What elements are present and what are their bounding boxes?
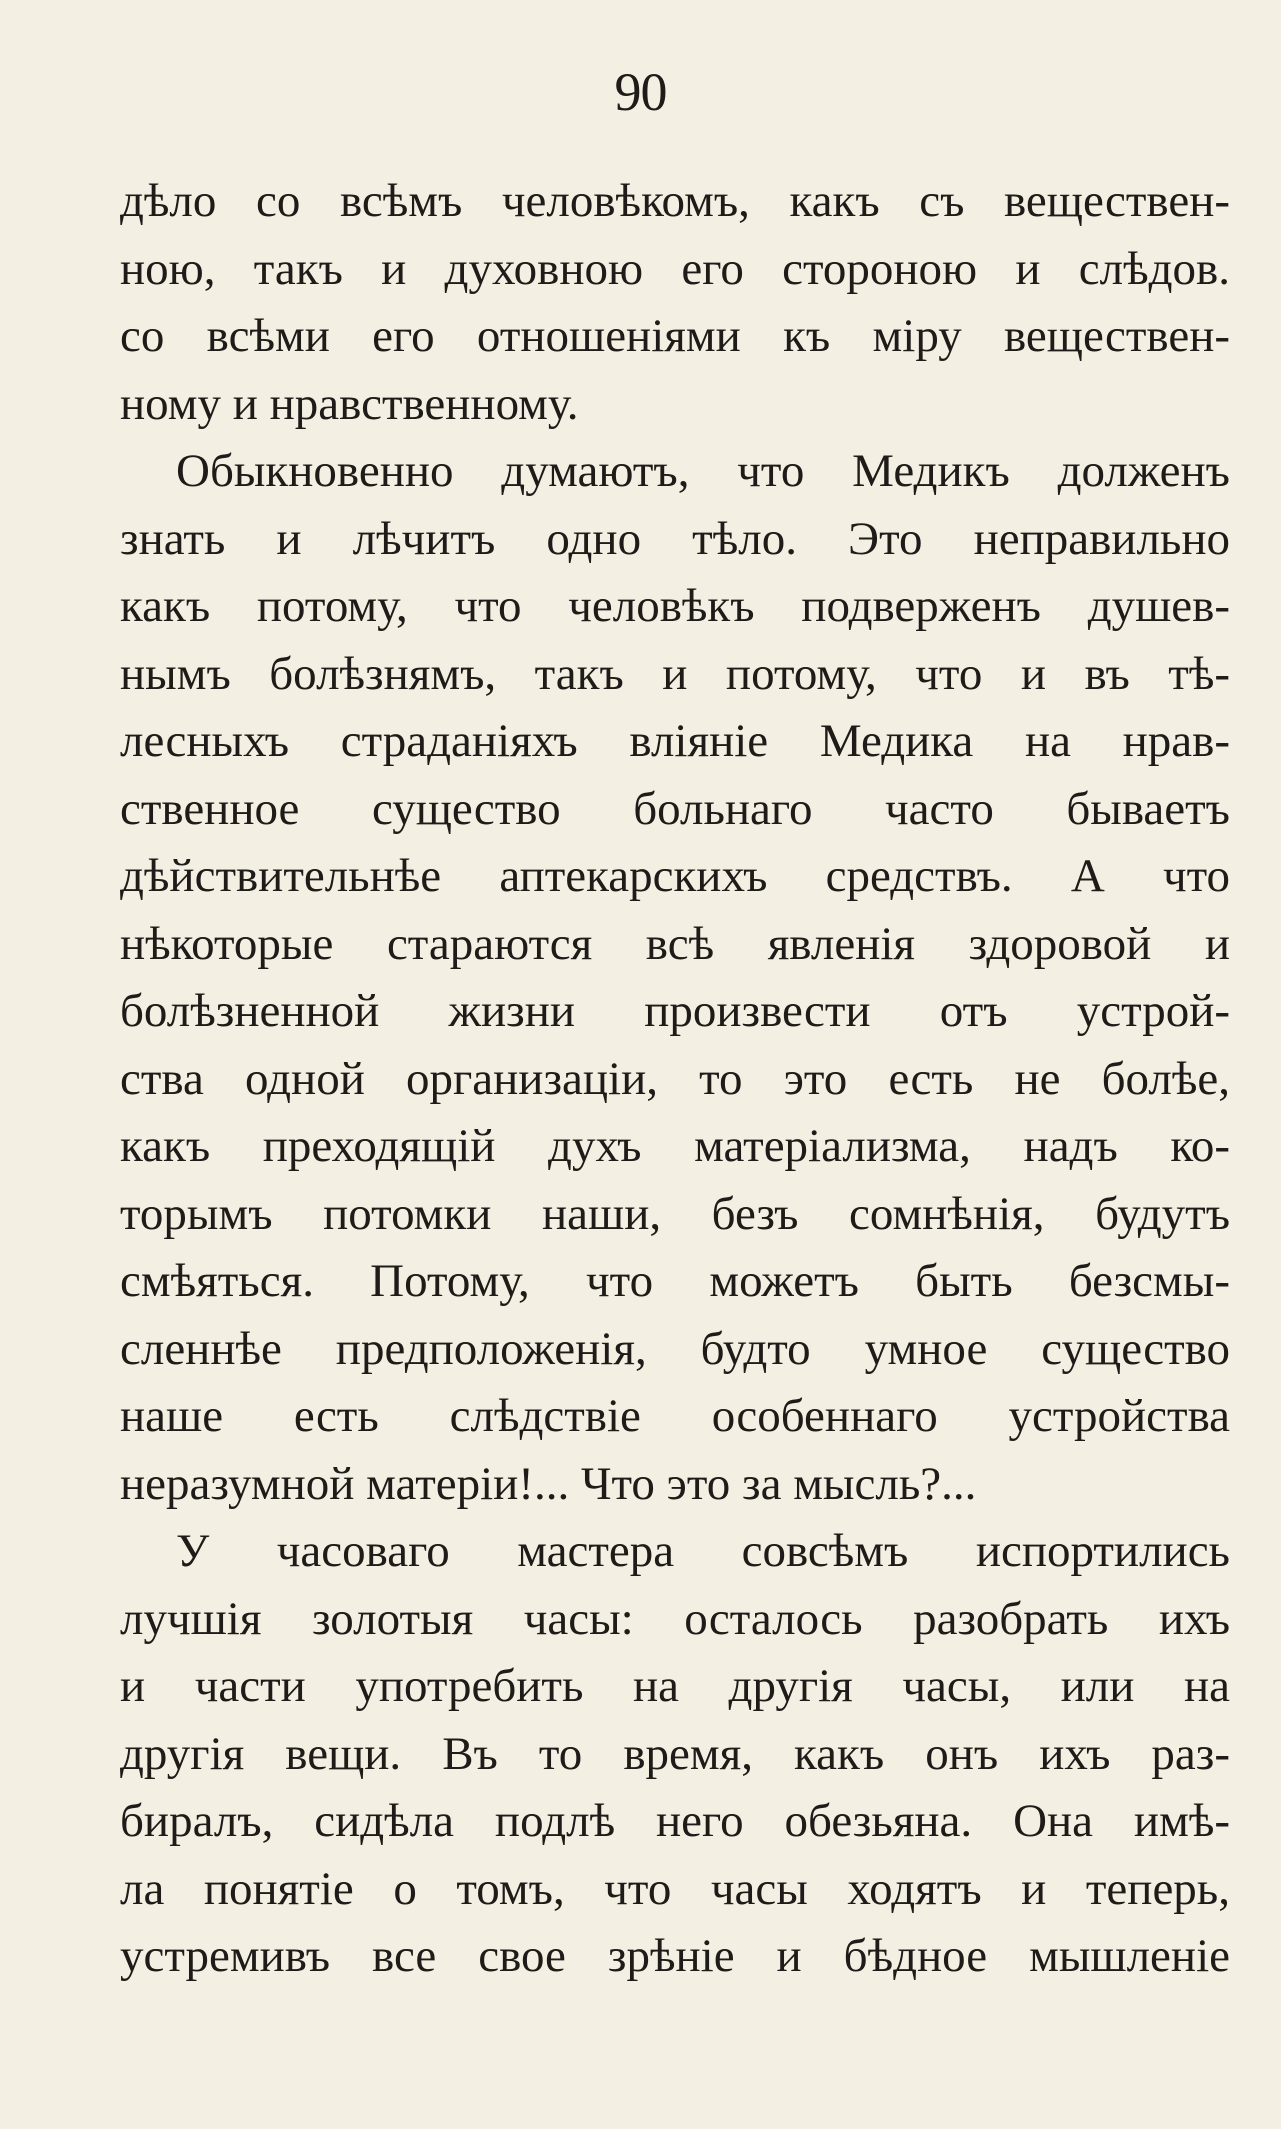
text-line: какъ преходящій духъ матеріализма, надъ ко-	[120, 1120, 1230, 1172]
text-line: дѣло со всѣмъ человѣкомъ, какъ съ веществен-	[120, 175, 1230, 227]
body-text	[120, 168, 1230, 1991]
text-line: ственное существо больнаго часто бываетъ	[120, 782, 1230, 835]
text-line: наше есть слѣдствіе особеннаго устройства	[120, 1390, 1230, 1442]
text-line: и части употребить на другія часы, или на	[120, 1660, 1230, 1712]
text-line: нѣкоторые стараются всѣ явленія здоровой и	[120, 917, 1230, 970]
text-line: со всѣми его отношеніями къ міру веществен-	[120, 310, 1230, 362]
text-line: ному и нравственному.	[120, 377, 579, 430]
text-line: лесныхъ страданіяхъ вліяніе Медика на нрав-	[120, 715, 1230, 767]
text-line: биралъ, сидѣла подлѣ него обезьяна. Она имѣ-	[120, 1795, 1230, 1847]
text-line: болѣзненной жизни произвести отъ устрой-	[120, 985, 1230, 1037]
text-line: ною, такъ и духовною его стороною и слѣдов.	[120, 242, 1230, 295]
text-line: другія вещи. Въ то время, какъ онъ ихъ раз-	[120, 1727, 1230, 1780]
text-line: неразумной матеріи!... Что это за мысль?...	[120, 1457, 977, 1510]
text-line: устремивъ все свое зрѣніе и бѣдное мышленіе	[120, 1930, 1230, 1982]
text-line: ла понятіе о томъ, что часы ходятъ и теперь,	[120, 1862, 1230, 1915]
text-line: нымъ болѣзнямъ, такъ и потому, что и въ тѣ-	[120, 647, 1230, 700]
text-line: ства одной организаціи, то это есть не болѣе,	[120, 1052, 1230, 1105]
paragraph-first-line: У часоваго мастера совсѣмъ испортились	[176, 1525, 1230, 1577]
text-line: торымъ потомки наши, безъ сомнѣнія, будутъ	[120, 1187, 1230, 1240]
text-line: сленнѣе предположенія, будто умное существо	[120, 1322, 1230, 1375]
text-line: лучшія золотыя часы: осталось разобрать ихъ	[120, 1592, 1230, 1645]
text-line: смѣяться. Потому, что можетъ быть безсмы-	[120, 1255, 1230, 1307]
text-line: дѣйствительнѣе аптекарскихъ средствъ. А что	[120, 850, 1230, 902]
paragraph-first-line: Обыкновенно думаютъ, что Медикъ долженъ	[176, 445, 1230, 497]
page-number: 90	[614, 62, 667, 122]
text-line: какъ потому, что человѣкъ подверженъ душев-	[120, 580, 1230, 632]
text-line: знать и лѣчитъ одно тѣло. Это неправильно	[120, 512, 1230, 565]
